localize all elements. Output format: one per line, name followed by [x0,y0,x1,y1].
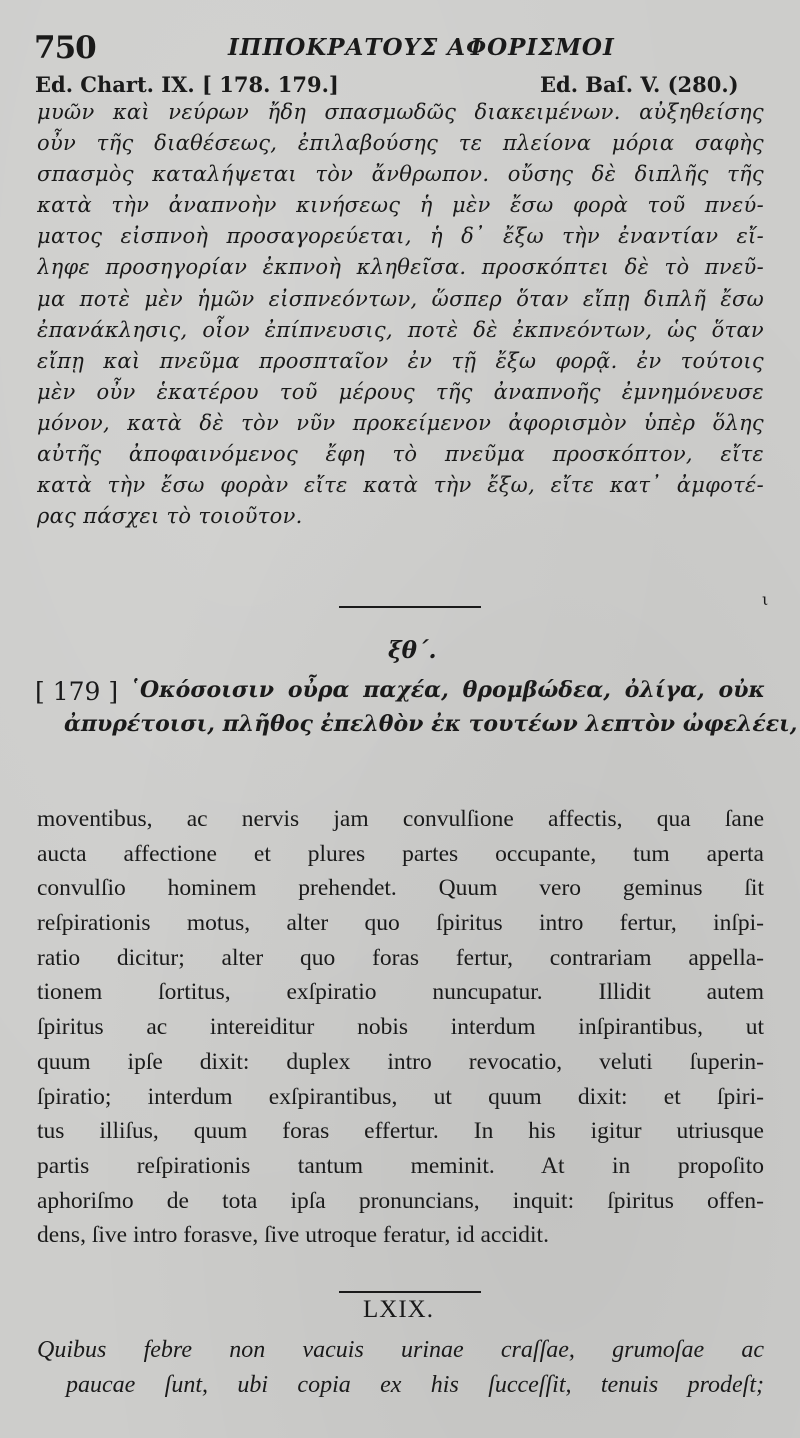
aphorism-greek-line: ῾Οκόσοισιν οὖρα παχέα, θρομβώδεα, ὀλίγα, οὐκ [129,677,765,703]
margin-mark: ι [762,590,769,609]
latin-line: partis reſpirationis tantum meminit. At in propoſito [37,1152,764,1179]
running-title: ΙΠΠΟΚΡΑΤΟΥΣ ΑΦΟΡΙΣΜΟΙ [228,34,615,61]
greek-line: ἐπανάκλησις, οἷον ἐπίπνευσις, ποτὲ δὲ ἐκπνεόντων, ὡς ὅταν [37,317,764,342]
page-number: 750 [34,30,96,66]
greek-line: ματος εἰσπνοὴ προσαγορεύεται, ἡ δ᾽ ἔξω τὴν ἐναντίαν εἴ- [37,224,764,249]
aphorism-roman-number: LXIX. [363,1296,434,1323]
greek-line: ρας πάσχει τὸ τοιοῦτον. [37,504,303,529]
section-divider [339,606,481,608]
greek-line: αὐτῆς ἀποφαινόμενος ἔφη τὸ πνεῦμα προσκόπτον, εἴτε [37,442,764,467]
greek-line: κατὰ τὴν ἔσω φορὰν εἴτε κατὰ τὴν ἔξω, εἴτε κατ᾽ ἀμφοτέ- [37,473,764,498]
latin-line: aucta affectione et plures partes occupante, tum aperta [37,840,764,867]
latin-line: moventibus, ac nervis jam convulſione affectis, qua ſane [37,806,764,832]
latin-line: quum ipſe dixit: duplex intro revocatio, veluti ſuperin- [37,1048,764,1075]
greek-line: ληφε προσηγορίαν ἐκπνοὴ κληθεῖσα. προσκόπτει δὲ τὸ πνεῦ- [37,255,764,280]
latin-line: reſpirationis motus, alter quo ſpiritus intro fertur, inſpi- [37,910,764,937]
latin-line: convulſio hominem prehendet. Quum vero geminus ſit [37,875,764,902]
greek-line: εἴπῃ καὶ πνεῦμα προσπταῖον ἐν τῇ ἔξω φορᾷ. ἐν τούτοις [37,348,764,373]
latin-line: aphoriſmo de tota ipſa pronuncians, inquit: ſpiritus offen- [37,1187,764,1214]
aphorism-bracket-number: [ 179 ] [35,677,119,706]
latin-line: ſpiratio; interdum exſpirantibus, ut quum dixit: et ſpiri- [37,1083,764,1110]
greek-line: σπασμὸς καταλήψεται τὸν ἄνθρωπον. οὔσης δὲ διπλῆς τῆς [37,162,764,187]
greek-line: οὖν τῆς διαθέσεως, ἐπιλαβούσης τε πλείονα μόρια σαφὴς [37,131,764,156]
greek-line: μα ποτὲ μὲν ἡμῶν εἰσπνεόντων, ὥσπερ ὅταν εἴπῃ διπλῆ ἔσω [37,286,764,311]
greek-line: μόνον, κατὰ δὲ τὸν νῦν προκείμενον ἀφορισμὸν ὑπὲρ ὅλης [37,410,764,435]
greek-line: μυῶν καὶ νεύρων ἤδη σπασμωδῶς διακειμένων. αὐξηθείσης [37,100,764,124]
latin-line: tus illiſus, quum foras effertur. In his igitur utriusque [37,1118,764,1145]
edition-reference-left: Ed. Chart. IX. [ 178. 179.] [35,72,339,97]
latin-line: ſpiritus ac intereiditur nobis interdum inſpirantibus, ut [37,1014,764,1041]
greek-line: κατὰ τὴν ἀναπνοὴν κινήσεως ἡ μὲν ἔσω φορὰ τοῦ πνεύ- [37,193,764,218]
latin-line: dens, ſive intro forasve, ſive utroque feratur, id accidit. [37,1222,549,1249]
section-divider [339,1291,481,1293]
latin-line: ratio dicitur; alter quo foras fertur, contrariam appella- [37,944,764,971]
aphorism-latin-line: paucae ſunt, ubi copia ex his ſucceſſit, tenuis prodeſt; [66,1372,764,1398]
aphorism-greek-number: ξθ΄. [388,637,437,664]
greek-line: μὲν οὖν ἑκατέρου τοῦ μέρους τῆς ἀναπνοῆς ἐμνημόνευσε [37,379,764,404]
latin-commentary [37,802,764,1253]
latin-line: tionem ſortitus, exſpiratio nuncupatur. Illidit autem [37,979,764,1006]
greek-commentary [37,97,764,532]
aphorism-greek-line: ἀπυρέτοισι, πλῆθος ἐπελθὸν ἐκ τουτέων λεπτὸν ὠφελέει, [64,711,798,737]
aphorism-latin-line: Quibus febre non vacuis urinae craſſae, grumoſae ac [37,1337,764,1363]
edition-reference-right: Ed. Baſ. V. (280.) [540,72,739,97]
